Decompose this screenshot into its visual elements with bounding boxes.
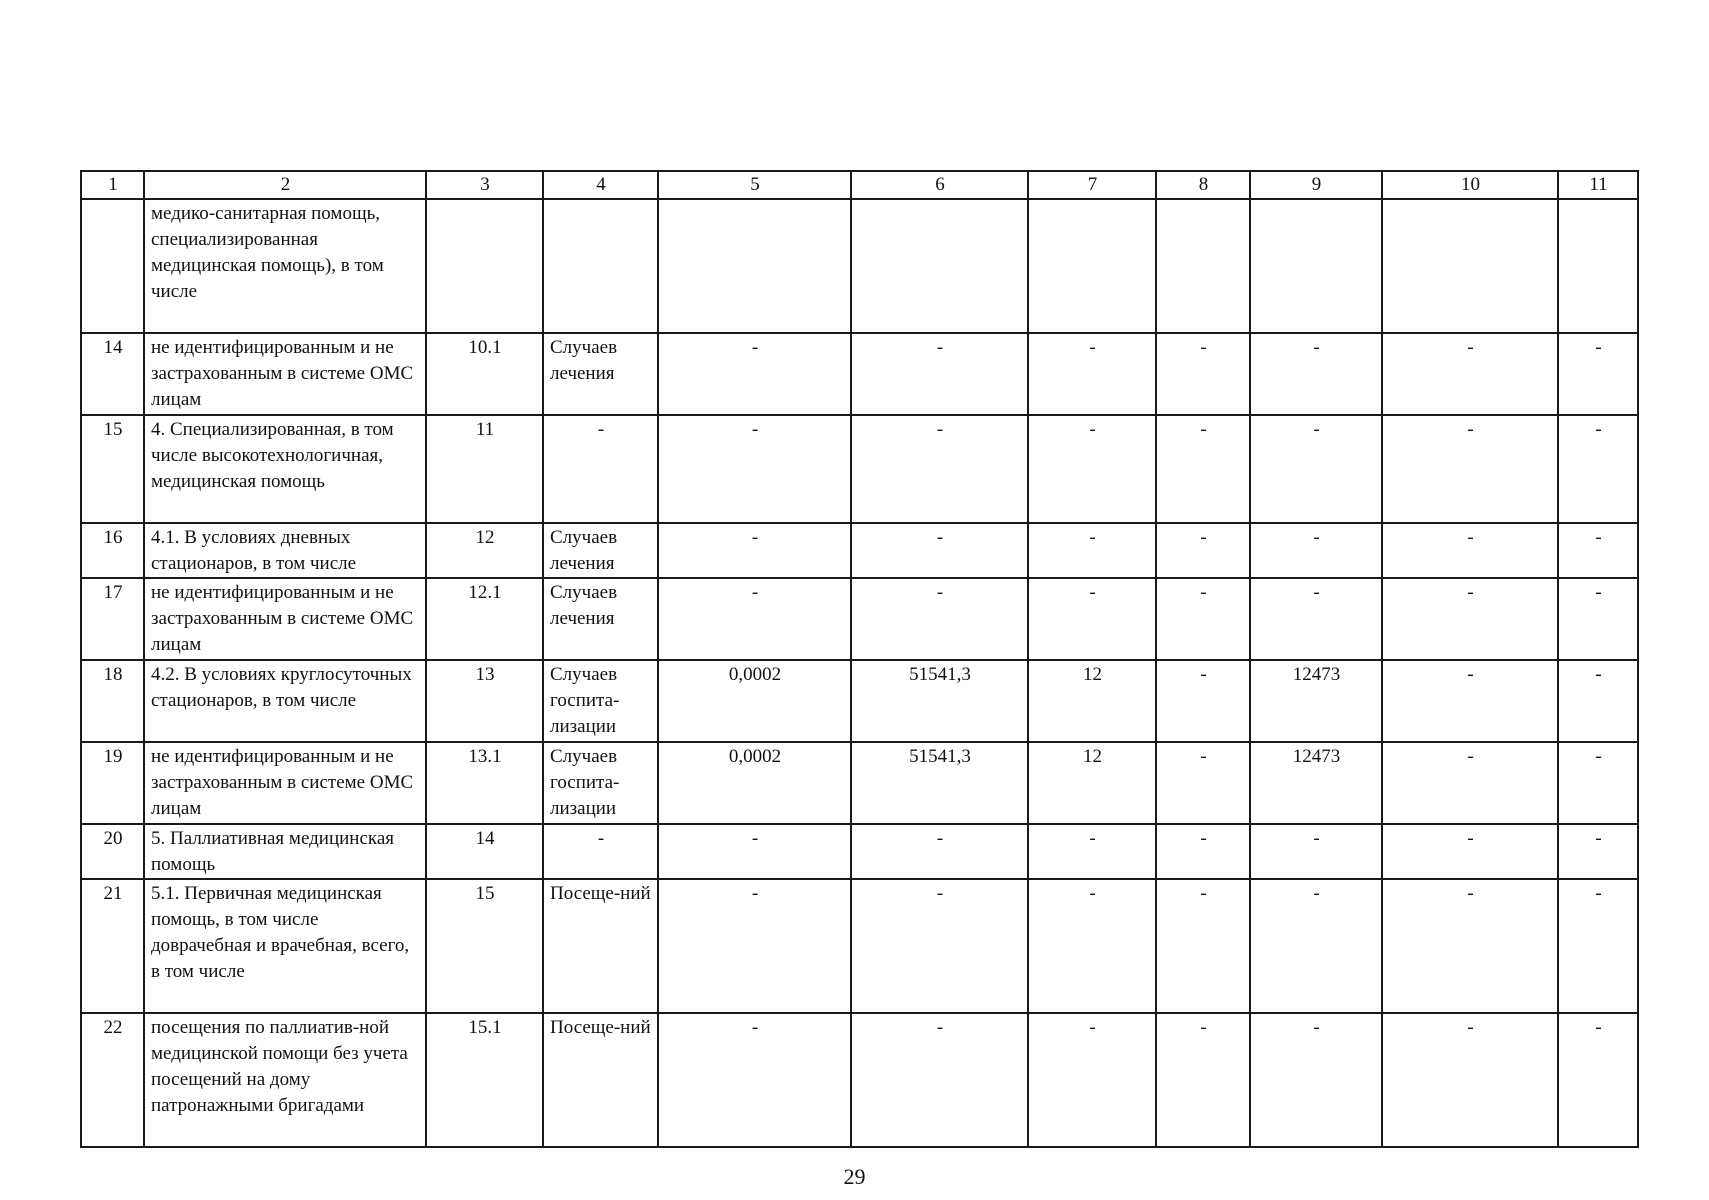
row-value-6: - (851, 523, 1028, 578)
row-unit: Случаев госпита-лизации (543, 742, 658, 824)
row-value-8: - (1156, 879, 1250, 1013)
row-value-6: 51541,3 (851, 660, 1028, 742)
row-unit: - (543, 824, 658, 879)
table-row (81, 415, 1638, 523)
row-value-11: - (1558, 523, 1638, 578)
row-unit: Случаев лечения (543, 333, 658, 415)
row-value-10: - (1382, 742, 1558, 824)
row-name: медико-санитарная помощь, специализированная медицинская помощь), в том числе (144, 199, 426, 333)
row-code (426, 199, 543, 333)
table-row (81, 333, 1638, 415)
row-number (81, 199, 144, 333)
row-value-5: - (658, 824, 851, 879)
row-value-10: - (1382, 824, 1558, 879)
table-row (81, 199, 1638, 333)
col-header-9: 9 (1250, 171, 1382, 199)
table-row (81, 742, 1638, 824)
row-value-9: - (1250, 333, 1382, 415)
row-value-5 (658, 199, 851, 333)
row-value-6: - (851, 578, 1028, 660)
row-value-11: - (1558, 824, 1638, 879)
row-unit: Случаев лечения (543, 523, 658, 578)
row-value-8 (1156, 199, 1250, 333)
row-number: 19 (81, 742, 144, 824)
row-code: 15.1 (426, 1013, 543, 1147)
row-number: 22 (81, 1013, 144, 1147)
row-value-5: - (658, 578, 851, 660)
table-row (81, 879, 1638, 1013)
row-value-5: - (658, 415, 851, 523)
row-value-6: 51541,3 (851, 742, 1028, 824)
row-number: 20 (81, 824, 144, 879)
row-value-10: - (1382, 660, 1558, 742)
row-name: не идентифицированным и не застрахованным в системе ОМС лицам (144, 578, 426, 660)
row-value-11: - (1558, 415, 1638, 523)
row-value-5: - (658, 879, 851, 1013)
data-table (80, 170, 1639, 1148)
row-value-7: - (1028, 415, 1156, 523)
page-number: 29 (843, 1164, 866, 1189)
table-row (81, 824, 1638, 879)
col-header-11: 11 (1558, 171, 1638, 199)
row-value-9: 12473 (1250, 742, 1382, 824)
row-value-9: 12473 (1250, 660, 1382, 742)
row-value-8: - (1156, 824, 1250, 879)
table-row (81, 660, 1638, 742)
row-code: 11 (426, 415, 543, 523)
row-value-11: - (1558, 1013, 1638, 1147)
row-value-5: 0,0002 (658, 742, 851, 824)
row-code: 12 (426, 523, 543, 578)
row-code: 13 (426, 660, 543, 742)
col-header-7: 7 (1028, 171, 1156, 199)
row-value-9: - (1250, 415, 1382, 523)
row-name: не идентифицированным и не застрахованным в системе ОМС лицам (144, 333, 426, 415)
row-value-6: - (851, 1013, 1028, 1147)
table-row (81, 578, 1638, 660)
row-number: 21 (81, 879, 144, 1013)
row-value-7: - (1028, 879, 1156, 1013)
row-value-10: - (1382, 578, 1558, 660)
row-name: 4.2. В условиях круглосуточных стационаров, в том числе (144, 660, 426, 742)
row-value-9: - (1250, 1013, 1382, 1147)
col-header-4: 4 (543, 171, 658, 199)
row-value-7 (1028, 199, 1156, 333)
row-value-10: - (1382, 333, 1558, 415)
col-header-6: 6 (851, 171, 1028, 199)
row-code: 13.1 (426, 742, 543, 824)
row-name: 4. Специализированная, в том числе высокотехнологичная, медицинская помощь (144, 415, 426, 523)
row-value-9: - (1250, 523, 1382, 578)
row-number: 14 (81, 333, 144, 415)
table-row (81, 1013, 1638, 1147)
row-value-10 (1382, 199, 1558, 333)
row-value-11: - (1558, 333, 1638, 415)
row-value-9: - (1250, 824, 1382, 879)
row-number: 17 (81, 578, 144, 660)
col-header-1: 1 (81, 171, 144, 199)
header-row (81, 171, 1638, 199)
row-name: не идентифицированным и не застрахованным в системе ОМС лицам (144, 742, 426, 824)
row-code: 12.1 (426, 578, 543, 660)
col-header-2: 2 (144, 171, 426, 199)
row-unit: - (543, 415, 658, 523)
row-name: 5. Паллиативная медицинская помощь (144, 824, 426, 879)
row-value-8: - (1156, 742, 1250, 824)
row-value-8: - (1156, 578, 1250, 660)
row-value-11: - (1558, 879, 1638, 1013)
row-number: 15 (81, 415, 144, 523)
row-value-8: - (1156, 333, 1250, 415)
row-value-8: - (1156, 415, 1250, 523)
row-name: посещения по паллиатив-ной медицинской помощи без учета посещений на дому патронажными бригадами (144, 1013, 426, 1147)
row-value-5: - (658, 333, 851, 415)
row-value-10: - (1382, 415, 1558, 523)
row-value-7: 12 (1028, 742, 1156, 824)
row-value-8: - (1156, 523, 1250, 578)
row-unit: Случаев лечения (543, 578, 658, 660)
row-value-6: - (851, 333, 1028, 415)
row-value-9: - (1250, 879, 1382, 1013)
row-value-7: - (1028, 523, 1156, 578)
row-code: 15 (426, 879, 543, 1013)
row-value-7: 12 (1028, 660, 1156, 742)
row-value-10: - (1382, 879, 1558, 1013)
col-header-5: 5 (658, 171, 851, 199)
row-value-5: 0,0002 (658, 660, 851, 742)
col-header-8: 8 (1156, 171, 1250, 199)
row-value-7: - (1028, 1013, 1156, 1147)
row-unit: Случаев госпита-лизации (543, 660, 658, 742)
row-name: 4.1. В условиях дневных стационаров, в том числе (144, 523, 426, 578)
row-value-9 (1250, 199, 1382, 333)
row-value-10: - (1382, 1013, 1558, 1147)
row-value-11: - (1558, 578, 1638, 660)
row-value-7: - (1028, 578, 1156, 660)
row-value-6: - (851, 879, 1028, 1013)
row-number: 16 (81, 523, 144, 578)
row-unit: Посеще-ний (543, 1013, 658, 1147)
row-value-6: - (851, 415, 1028, 523)
row-value-7: - (1028, 333, 1156, 415)
row-name: 5.1. Первичная медицинская помощь, в том числе доврачебная и врачебная, всего, в том числе (144, 879, 426, 1013)
row-value-8: - (1156, 660, 1250, 742)
row-unit (543, 199, 658, 333)
row-number: 18 (81, 660, 144, 742)
row-value-5: - (658, 1013, 851, 1147)
row-value-11: - (1558, 742, 1638, 824)
row-value-6 (851, 199, 1028, 333)
row-value-8: - (1156, 1013, 1250, 1147)
row-value-7: - (1028, 824, 1156, 879)
col-header-10: 10 (1382, 171, 1558, 199)
col-header-3: 3 (426, 171, 543, 199)
row-code: 10.1 (426, 333, 543, 415)
row-value-11 (1558, 199, 1638, 333)
row-value-11: - (1558, 660, 1638, 742)
row-value-9: - (1250, 578, 1382, 660)
row-value-10: - (1382, 523, 1558, 578)
table-row (81, 523, 1638, 578)
row-value-5: - (658, 523, 851, 578)
row-value-6: - (851, 824, 1028, 879)
row-code: 14 (426, 824, 543, 879)
row-unit: Посеще-ний (543, 879, 658, 1013)
